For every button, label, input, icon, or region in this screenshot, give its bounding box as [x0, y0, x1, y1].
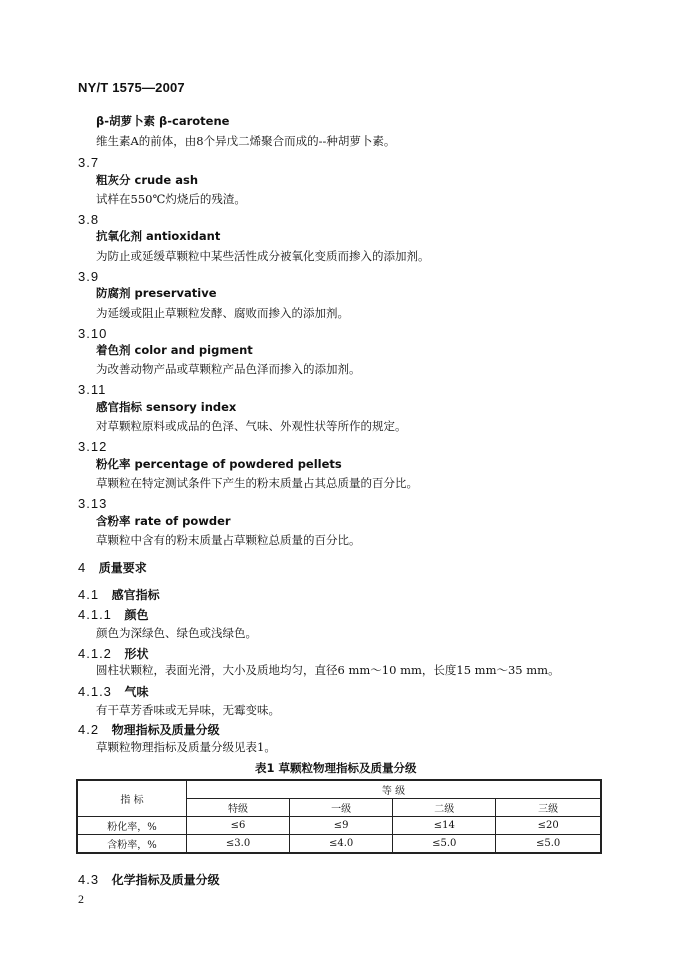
section-number: 4.1.2	[78, 646, 112, 661]
table-header-cell: 三级	[496, 799, 601, 817]
definition-text: 草颗粒在特定测试条件下产生的粉末质量占其总质量的百分比。	[96, 476, 418, 490]
table-cell: ≤4.0	[290, 835, 393, 854]
table-header-grade: 等 级	[187, 780, 602, 799]
table-cell: 粉化率，%	[77, 817, 187, 835]
page-number: 2	[78, 892, 84, 906]
section-text: 颜色为深绿色、绿色或浅绿色。	[96, 626, 257, 640]
section-title: 物理指标及质量分级	[111, 723, 220, 737]
definition-term: 感官指标 sensory index	[96, 400, 237, 414]
subsection-heading	[78, 586, 160, 603]
definition-text: 为防止或延缓草颗粒中某些活性成分被氧化变质而掺入的添加剂。	[96, 249, 430, 263]
standard-code-header: NY/T 1575—2007	[78, 80, 185, 95]
definition-term: 着色剂 color and pigment	[96, 343, 253, 357]
table-physical-indices	[76, 779, 602, 854]
table-header-row	[77, 780, 601, 799]
table-header-index: 指 标	[77, 780, 187, 817]
section-number: 4.3	[78, 872, 100, 887]
section-text: 圆柱状颗粒，表面光滑，大小及质地均匀，直径6 mm～10 mm，长度15 mm～35 mm。	[96, 663, 560, 677]
table-cell: ≤14	[393, 817, 496, 835]
table-header-cell: 一级	[290, 799, 393, 817]
definition-number: 3.12	[78, 439, 108, 454]
section-number: 4.1.3	[78, 684, 112, 699]
definition-text: 为延缓或阻止草颗粒发酵、腐败而掺入的添加剂。	[96, 306, 349, 320]
definition-term: β-胡萝卜素 β-carotene	[96, 114, 230, 128]
section-number: 4.1	[78, 587, 100, 602]
subsection-heading	[78, 871, 220, 888]
table-cell: ≤5.0	[496, 835, 601, 854]
subsection-heading	[78, 683, 148, 700]
definition-number: 3.8	[78, 212, 100, 227]
section-title: 气味	[124, 685, 149, 699]
definition-term: 粉化率 percentage of powdered pellets	[96, 457, 342, 471]
definition-text: 维生素A的前体，由8个异戊二烯聚合而成的--种胡萝卜素。	[96, 134, 396, 148]
definition-term: 粗灰分 crude ash	[96, 173, 199, 187]
definition-text: 对草颗粒原料或成品的色泽、气味、外观性状等所作的规定。	[96, 419, 407, 433]
section-number: 4.2	[78, 722, 100, 737]
table-cell: ≤9	[290, 817, 393, 835]
definition-number: 3.7	[78, 155, 100, 170]
subsection-heading	[78, 606, 148, 623]
section-text: 草颗粒物理指标及质量分级见表1。	[96, 740, 276, 754]
table-row	[77, 835, 601, 854]
subsection-heading	[78, 721, 220, 738]
section-heading	[78, 559, 147, 576]
definition-number: 3.10	[78, 326, 108, 341]
definition-number: 3.11	[78, 382, 107, 397]
table-cell: ≤6	[187, 817, 290, 835]
table-caption: 表1 草颗粒物理指标及质量分级	[255, 761, 417, 775]
table-cell: ≤5.0	[393, 835, 496, 854]
definition-term: 防腐剂 preservative	[96, 286, 217, 300]
section-title: 化学指标及质量分级	[111, 873, 220, 887]
definition-term: 含粉率 rate of powder	[96, 514, 231, 528]
definition-text: 草颗粒中含有的粉末质量占草颗粒总质量的百分比。	[96, 533, 361, 547]
subsection-heading	[78, 645, 148, 662]
definition-text: 为改善动物产品或草颗粒产品色泽而掺入的添加剂。	[96, 362, 361, 376]
definition-text: 试样在550℃灼烧后的残渣。	[96, 192, 246, 206]
section-number: 4.1.1	[78, 607, 112, 622]
section-title: 感官指标	[111, 588, 160, 602]
section-text: 有干草芳香味或无异味，无霉变味。	[96, 703, 280, 717]
definition-number: 3.13	[78, 496, 108, 511]
section-title: 颜色	[124, 608, 149, 622]
table-cell: 含粉率，%	[77, 835, 187, 854]
section-title: 形状	[124, 647, 149, 661]
section-title: 质量要求	[98, 561, 147, 575]
table-row	[77, 817, 601, 835]
table-header-cell: 特级	[187, 799, 290, 817]
section-number: 4	[78, 560, 87, 575]
table-cell: ≤20	[496, 817, 601, 835]
table-cell: ≤3.0	[187, 835, 290, 854]
definition-number: 3.9	[78, 269, 100, 284]
table-header-cell: 二级	[393, 799, 496, 817]
definition-term: 抗氧化剂 antioxidant	[96, 229, 221, 243]
